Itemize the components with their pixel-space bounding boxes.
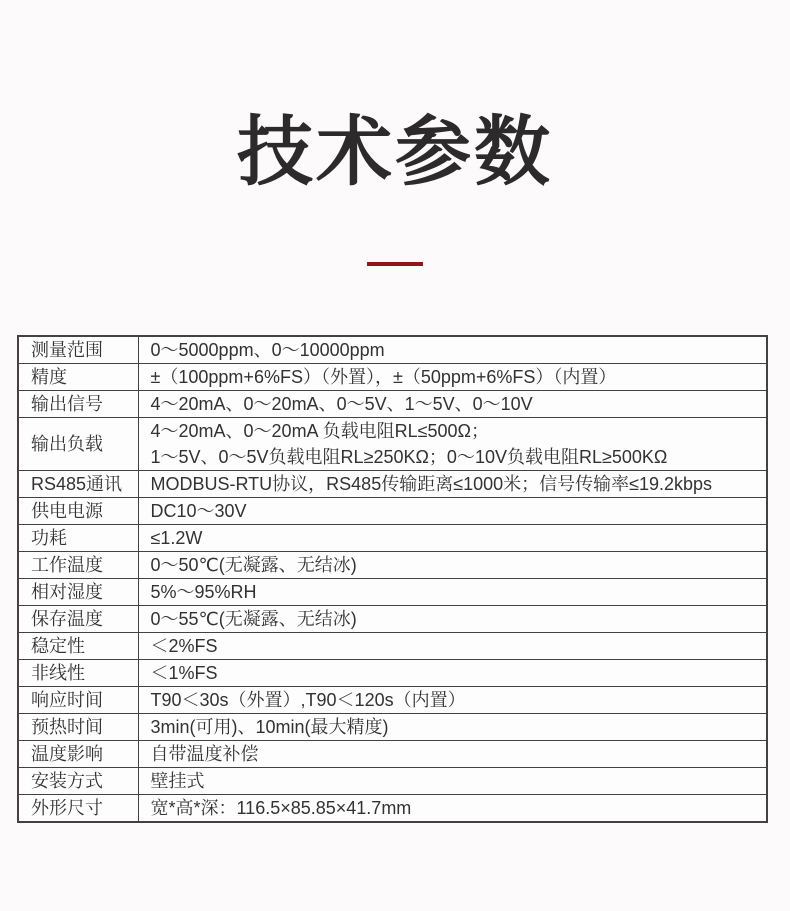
title-underline-divider bbox=[367, 262, 423, 266]
param-name-cell: 供电电源 bbox=[18, 498, 138, 525]
param-value-line: MODBUS-RTU协议，RS485传输距离≤1000米；信号传输率≤19.2kbps bbox=[150, 474, 713, 494]
param-name-cell: 测量范围 bbox=[18, 336, 138, 364]
spec-table-body bbox=[18, 336, 767, 822]
param-name-cell: RS485通讯 bbox=[18, 471, 138, 498]
param-value-line: ±（100ppm+6%FS）（外置），±（50ppm+6%FS）（内置） bbox=[150, 367, 617, 387]
table-row bbox=[18, 714, 767, 741]
param-value-cell bbox=[138, 364, 767, 391]
param-value-line: 4～20mA、0～20mA、0～5V、1～5V、0～10V bbox=[150, 394, 533, 414]
param-value-line: 5%～95%RH bbox=[150, 582, 257, 602]
page-title: 技术参数 bbox=[237, 110, 553, 195]
table-row bbox=[18, 418, 767, 471]
param-value-cell bbox=[138, 552, 767, 579]
param-name-cell: 输出负载 bbox=[18, 418, 138, 471]
param-value-line: 0～5000ppm、0～10000ppm bbox=[150, 340, 385, 360]
param-value-line: 1～5V、0～5V负载电阻RL≥250KΩ；0～10V负载电阻RL≥500KΩ bbox=[150, 447, 668, 467]
param-value-line: 3min(可用)、10min(最大精度) bbox=[150, 717, 389, 737]
table-row bbox=[18, 552, 767, 579]
table-row bbox=[18, 525, 767, 552]
param-value-cell bbox=[138, 471, 767, 498]
param-value-cell bbox=[138, 498, 767, 525]
param-value-cell bbox=[138, 606, 767, 633]
param-name-cell: 温度影响 bbox=[18, 741, 138, 768]
param-value-line: 4～20mA、0～20mA 负载电阻RL≤500Ω； bbox=[150, 421, 489, 441]
param-value-line: ≤1.2W bbox=[150, 528, 203, 548]
param-name-cell: 非线性 bbox=[18, 660, 138, 687]
param-value-cell bbox=[138, 391, 767, 418]
param-value-cell bbox=[138, 714, 767, 741]
param-value-line: 0～50℃(无凝露、无结冰) bbox=[150, 555, 357, 575]
param-value-cell bbox=[138, 633, 767, 660]
param-value-cell bbox=[138, 336, 767, 364]
param-value-line: DC10～30V bbox=[150, 501, 247, 521]
param-name-cell: 输出信号 bbox=[18, 391, 138, 418]
param-value-cell bbox=[138, 525, 767, 552]
param-value-line: 自带温度补偿 bbox=[150, 744, 259, 764]
param-value-line: 宽*高*深：116.5×85.85×41.7mm bbox=[150, 798, 412, 818]
table-row bbox=[18, 741, 767, 768]
param-value-cell bbox=[138, 660, 767, 687]
param-value-cell bbox=[138, 795, 767, 823]
spec-table bbox=[17, 335, 768, 823]
param-value-line: ＜1%FS bbox=[150, 663, 218, 683]
param-value-cell bbox=[138, 579, 767, 606]
param-name-cell: 预热时间 bbox=[18, 714, 138, 741]
param-value-cell bbox=[138, 768, 767, 795]
table-row bbox=[18, 471, 767, 498]
param-value-line: 0～55℃(无凝露、无结冰) bbox=[150, 609, 357, 629]
param-value-line: 壁挂式 bbox=[150, 771, 205, 791]
table-row bbox=[18, 498, 767, 525]
param-name-cell: 工作温度 bbox=[18, 552, 138, 579]
param-value-cell bbox=[138, 687, 767, 714]
param-name-cell: 功耗 bbox=[18, 525, 138, 552]
table-row bbox=[18, 633, 767, 660]
table-row bbox=[18, 660, 767, 687]
param-value-line: T90＜30s（外置）,T90＜120s（内置） bbox=[150, 690, 466, 710]
param-name-cell: 保存温度 bbox=[18, 606, 138, 633]
table-row bbox=[18, 687, 767, 714]
table-row bbox=[18, 606, 767, 633]
table-row bbox=[18, 364, 767, 391]
param-name-cell: 精度 bbox=[18, 364, 138, 391]
table-row bbox=[18, 768, 767, 795]
param-value-cell bbox=[138, 741, 767, 768]
table-row bbox=[18, 795, 767, 823]
table-row bbox=[18, 336, 767, 364]
table-row bbox=[18, 391, 767, 418]
param-name-cell: 安装方式 bbox=[18, 768, 138, 795]
param-name-cell: 稳定性 bbox=[18, 633, 138, 660]
param-value-line: ＜2%FS bbox=[150, 636, 218, 656]
param-value-cell bbox=[138, 418, 767, 471]
table-row bbox=[18, 579, 767, 606]
param-name-cell: 响应时间 bbox=[18, 687, 138, 714]
param-name-cell: 外形尺寸 bbox=[18, 795, 138, 823]
param-name-cell: 相对湿度 bbox=[18, 579, 138, 606]
